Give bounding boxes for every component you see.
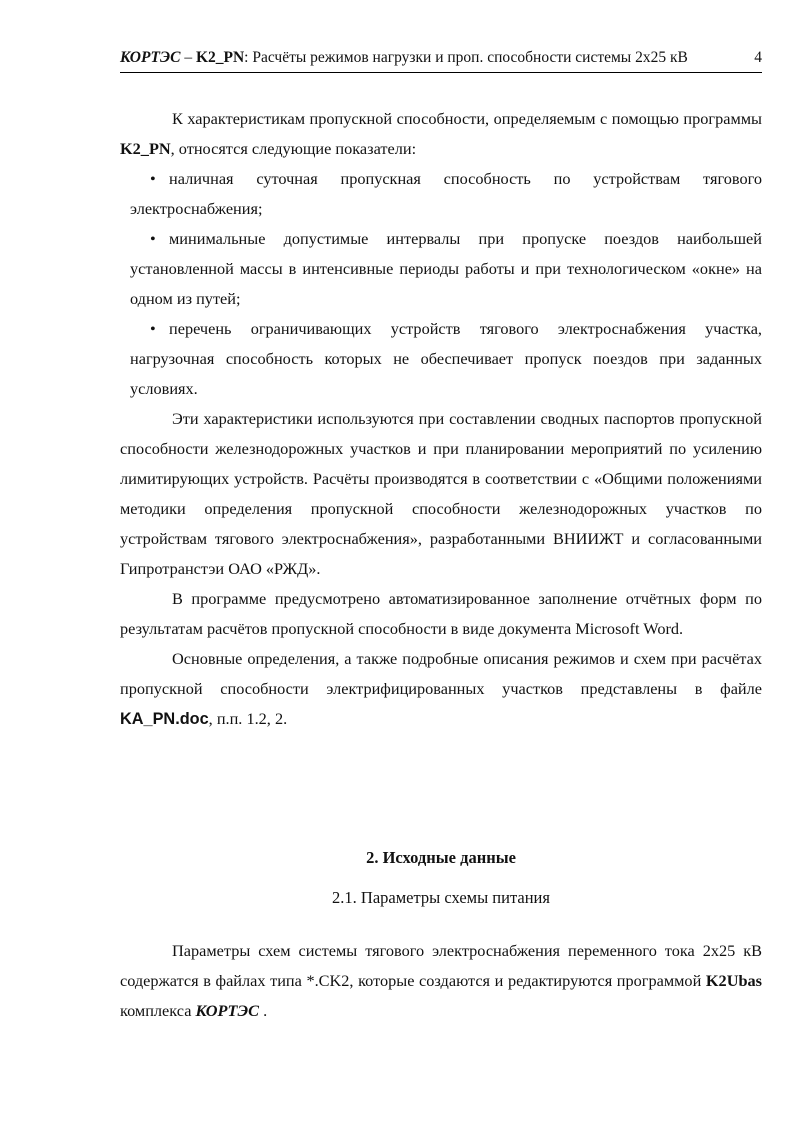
- paragraph-intro-text-a: К характеристикам пропускной способности, определяемым с помощью программы: [172, 109, 762, 128]
- subsection-heading: 2.1. Параметры схемы питания: [332, 888, 550, 907]
- section-text: [120, 936, 762, 1026]
- header-dash: –: [180, 49, 196, 66]
- header-divider: [120, 72, 762, 73]
- list-item-text: минимальные допустимые интервалы при пропуске поездов наибольшей установленной массы в интенсивные периоды работы и при технологическом «окне» на одном из путей;: [130, 229, 762, 308]
- file-name: KA_PN.doc: [120, 710, 209, 728]
- paragraph-definitions-text-b: , п.п. 1.2, 2.: [208, 709, 288, 728]
- header-program: K2_PN: [195, 49, 245, 66]
- list-item: [130, 314, 762, 404]
- header-title: : Расчёты режимов нагрузки и проп. способности системы 2х25 кВ: [244, 49, 688, 66]
- complex-name: КОРТЭС: [195, 1001, 260, 1020]
- paragraph-scheme-text-b: .: [259, 1001, 268, 1020]
- paragraph-scheme-params: [120, 936, 762, 1026]
- paragraph-word-report: В программе предусмотрено автоматизированное заполнение отчётных форм по результатам расчётов пропускной способности в виде документа Microsoft Word.: [120, 589, 762, 638]
- paragraph-definitions-text-a: Основные определения, а также подробные описания режимов и схем при расчётах пропускной способности электрифицированных участков представлены в файле: [120, 649, 762, 698]
- list-item: [130, 164, 762, 224]
- bullet-icon: •: [150, 319, 156, 338]
- paragraph-intro: [120, 104, 762, 164]
- section-heading: 2. Исходные данные: [366, 848, 516, 867]
- main-text: [120, 104, 762, 734]
- bullet-icon: •: [150, 169, 156, 188]
- page-header: [120, 48, 762, 68]
- paragraph-intro-text-b: , относятся следующие показатели:: [170, 139, 417, 158]
- paragraph-definitions: [120, 644, 762, 734]
- program-name: K2Ubas: [705, 971, 762, 990]
- list-item-text: перечень ограничивающих устройств тягового электроснабжения участка, нагрузочная способность которых не обеспечивает пропуск поездов при заданных условиях.: [130, 319, 762, 398]
- list-item-text: наличная суточная пропускная способность по устройствам тягового электроснабжения;: [130, 169, 762, 218]
- page-number: 4: [754, 49, 762, 66]
- list-item: [130, 224, 762, 314]
- header-kortes: КОРТЭС: [120, 49, 181, 66]
- bullet-icon: •: [150, 229, 156, 248]
- paragraph-scheme-text-a: Параметры схем системы тягового электроснабжения переменного тока 2х25 кВ содержатся в файлах типа *.CK2, которые создаются и редактируются программой: [120, 941, 762, 990]
- paragraph-intro-program: K2_PN: [120, 139, 171, 158]
- paragraph-characteristics: Эти характеристики используются при составлении сводных паспортов пропускной способности железнодорожных участков и при планировании мероприятий по усилению лимитирующих устройств. Расчёты производятся в соответствии с «Общими положениями методики определения пропускной способности железнодорожных участков по устройствам тягового электроснабжения», разработанными ВНИИЖТ и согласованными Гипротранстэи ОАО «РЖД».: [120, 409, 762, 578]
- paragraph-scheme-text-mid: комплекса: [120, 1001, 196, 1020]
